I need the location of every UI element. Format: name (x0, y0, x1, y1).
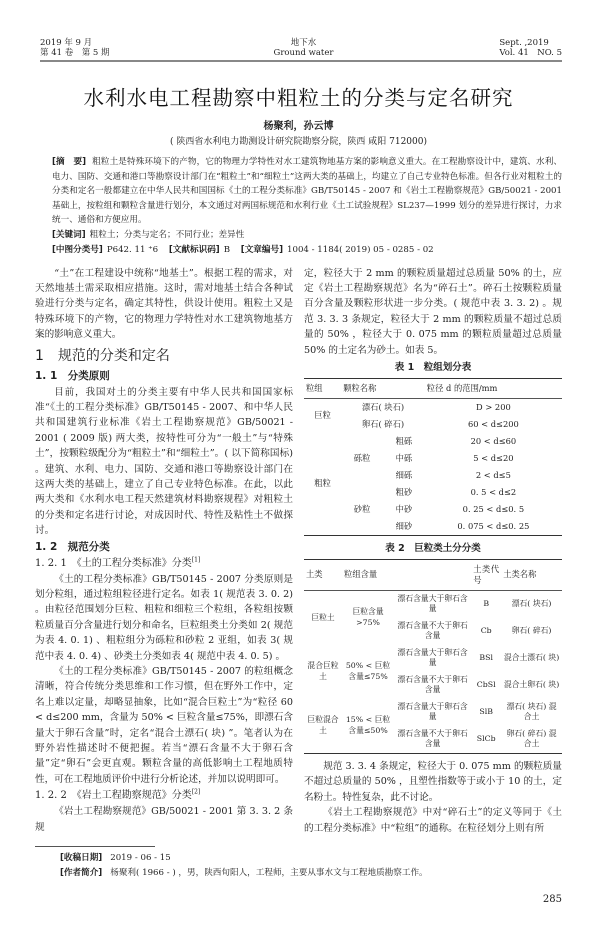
received-date (60, 851, 562, 866)
keywords-label: [关键词] (52, 229, 86, 240)
body-columns (35, 266, 562, 836)
table-1-caption: 表 1 粒组划分表 (394, 361, 472, 373)
table-header: 粒径 d 的范围/mm (425, 378, 562, 398)
section-1-2-2-heading (35, 788, 293, 803)
author-bio-label: [作者简介] (60, 867, 103, 878)
intro-paragraph: “土”在工程建设中统称“地基土”。根据工程的需求，对天然地基土需采取相应措施。这时，需对地基土结合各种试验进行分类与定名，确定其特性，供设计使用。粗粒土又是特殊环境下的产物，它的物理力学特性对水工建筑物地基方案的影响意义重大。 (35, 267, 293, 341)
header-date-en: Sept. ,2019 (499, 38, 549, 48)
table-2 (304, 559, 562, 754)
paragraph: 规范 3. 3. 4 条规定，粒径大于 0. 075 mm 的颗粒质量不超过总质量的 50% ，且塑性指数等于或小于 10 的土，定名粉土。特性复杂，此不讨论。 (304, 760, 562, 803)
table-cell: 漂石含量不大于卵石含量 (397, 728, 468, 749)
table-cell: 砾粒 (353, 452, 371, 463)
clc-label: [中图分类号] (52, 244, 103, 255)
journal-name-en: Ground water (273, 48, 334, 58)
article-no-value: 1004 - 1184( 2019) 05 - 0285 - 02 (287, 244, 434, 255)
table-cell: 漂石( 块石) 混合土 (506, 701, 557, 722)
table-cell: BSl (479, 653, 493, 663)
table-cell: 漂石含量大于卵石含量 (397, 593, 468, 614)
table-cell: 20 < d≤60 (470, 435, 517, 446)
classification (52, 243, 562, 258)
section-1-2-heading: 1. 2 规范分类 (35, 540, 110, 553)
citation: [1] (191, 556, 201, 564)
table-cell: 60 < d≤200 (467, 418, 519, 429)
table-cell: 0. 075 < d≤0. 25 (457, 520, 530, 531)
table-cell: 50% < 巨粒含量≤75% (345, 661, 391, 681)
table-cell: 粗砂 (395, 486, 413, 497)
article-no-label: [文章编号] (240, 244, 284, 255)
doc-code-value: B (223, 244, 231, 255)
table-cell: CbSl (476, 680, 496, 690)
table-cell: 卵石( 碎石) 混合土 (506, 728, 557, 749)
paragraph: 《土的工程分类标准》GB/T50145 - 2007 分类原则是划分粒组，通过粒组粒径进行定名。如表 1( 规范表 3. 0. 2) 。由粒径范围划分巨粒、粗粒和细粒三个粒组，各粒组按颗粒质量百分含量进行划分和命名，巨粒组类土分类如 2( 规范为表 4. 0. 1) 、粗粒组分为砾粒和砂粒 2 亚组，如表 3( 规范中表 4. 0. 4) 、砂类土分类如表 4( 规范中表 4. 0. 5) 。 (35, 573, 293, 662)
table-cell: 漂石( 块石) (361, 401, 405, 412)
footnotes (35, 846, 562, 881)
table-header: 土类 (304, 559, 342, 590)
author-bio (60, 866, 562, 881)
header-issue-en: Vol. 41 NO. 5 (499, 48, 562, 58)
section-1-2-1-heading (35, 556, 293, 571)
table-cell: 中砾 (395, 452, 413, 463)
table-cell: 0. 25 < d≤0. 5 (462, 503, 525, 514)
table-cell: Cb (480, 626, 492, 636)
footnote-divider (35, 846, 155, 847)
section-1-heading: 1 规范的分类和定名 (35, 347, 170, 364)
table-header: 粒组含量 (342, 559, 471, 590)
table-cell: 漂石含量大于卵石含量 (397, 701, 468, 722)
heading-text: 1. 2. 2 《岩土工程勘察规范》分类 (35, 790, 192, 802)
doc-code-label: [文献标识码] (168, 244, 220, 255)
table-cell: B (483, 599, 490, 609)
citation: [2] (191, 788, 201, 796)
table-cell: 15% < 巨粒含量≤50% (345, 715, 391, 735)
table-header: 土类代号 (471, 559, 501, 590)
running-header (40, 38, 562, 62)
header-date: 2019 年 9 月 (40, 38, 93, 48)
abstract (52, 155, 562, 228)
table-cell: 粗砾 (395, 435, 413, 446)
table-cell: 混合土漂石( 块) (503, 653, 560, 663)
keywords-text: 粗粒土；分类与定名；不同行业；差异性 (89, 229, 245, 240)
table-2-caption: 表 2 巨粒类土分分类 (385, 542, 481, 554)
table-cell: SlCb (476, 734, 496, 744)
table-cell: 混合巨粒土 (307, 661, 339, 681)
journal-name-cn: 地下水 (290, 38, 317, 48)
table-cell: 漂石含量不大于卵石含量 (397, 620, 468, 641)
table-cell: SlB (479, 707, 493, 717)
table-header: 粒组 (304, 378, 341, 398)
affiliation: ( 陕西省水利电力勘测设计研究院勘察分院，陕西 咸阳 712000) (170, 137, 427, 147)
table-cell: 5 < d≤20 (473, 452, 514, 463)
left-column (35, 266, 293, 836)
table-cell: 巨粒 (314, 410, 331, 421)
table-header: 颗粒名称 (341, 378, 425, 398)
table-cell: 漂石( 块石) (511, 599, 552, 609)
table-cell: 漂石含量大于卵石含量 (397, 647, 468, 668)
author-bio-text: 杨聚利( 1966 - ) ，男，陕西旬阳人，工程师，主要从事水文与工程地质勘察工作。 (110, 867, 428, 878)
abstract-label: [摘 要] (52, 157, 87, 167)
page-number: 285 (542, 893, 562, 905)
table-cell: 巨粒混合土 (307, 715, 339, 735)
table-cell: 混合土卵石( 块) (503, 680, 560, 690)
table-cell: 粗粒 (314, 478, 331, 489)
paragraph: 《岩土工程勘察规范》GB/50021 - 2001 第 3. 3. 2 条规 (35, 806, 293, 833)
paragraph: 《土的工程分类标准》GB/T50145 - 2007 的粒组概念清晰，符合传统分类思维和工作习惯，但在野外工作中，定名上难以定量，却略显抽象，比如“混合巨粒土”为“粒径 60 < d≤200 mm，含量为 50% < 巨粒含量≤75%，即漂石含量大于卵石含量”时，定名“混合土漂石( 块) ”。笔者认为在野外岩性描述时不便把握。若当“漂石含量不大于卵石含量”定“卵石”会更直观。颗粒含量的高低影响土工程地质特性，可在工程地质评价中进行分析论述，并加以说明即可。 (35, 666, 293, 785)
received-value: 2019 - 06 - 15 (110, 852, 171, 863)
table-cell: 卵石( 碎石) (361, 418, 405, 429)
heading-text: 1. 2. 1 《土的工程分类标准》分类 (35, 557, 192, 569)
table-cell: 巨粒含量 >75% (352, 607, 384, 627)
table-cell: 0. 5 < d≤2 (470, 486, 517, 497)
table-cell: 中砂 (395, 503, 413, 514)
paragraph: 定，粒径大于 2 mm 的颗粒质量超过总质量 50% 的土，应定《岩土工程勘察规范》名为“碎石土”。碎石土按颗粒质量百分含量及颗粒形状进一步分类。( 规范中表 3. 3. 2) 。规范 3. 3. 3 条规定，粒径大于 2 mm 的颗粒质量不超过总质量的 50% ，粒径大于 0. 075 mm 的颗粒质量超过总质量 50% 的土定名为砂土。如表 5。 (304, 267, 562, 356)
paragraph: 目前，我国对土的分类主要有中华人民共和国国家标准“《土的工程分类标准》GB/T50145 - 2007、和中华人民共和国建筑行业标准《岩土工程勘察规范》GB/50021 - 2001 ( 2009 版) 两大类，按特性可分为“一般土”与“特殊土”，按颗粒级配分为“粗粒土”和“细粒土”。( 以下简称国标) 。建筑、水利、电力、国防、交通和港口等勘察设计部门在这两大类的基础上，建立了自己专业特色标准。在此，以此两大类和《水利水电工程天然建筑材料勘察规程》对粗粒土的分类和定名进行讨论，对成因时代、特性及粘性土不做探讨。 (35, 386, 293, 537)
section-1-1-heading: 1. 1 分类原则 (35, 369, 110, 382)
keywords (52, 228, 562, 243)
right-column (304, 266, 562, 836)
table-cell: 巨粒土 (311, 612, 335, 622)
clc-value: P642. 11 ⁺6 (106, 244, 159, 255)
table-1 (304, 378, 562, 536)
table-cell: 2 < d≤5 (475, 469, 511, 480)
table-header: 土类名称 (501, 559, 562, 590)
paragraph: 《岩土工程勘察规范》中对“碎石土”的定义等同于《土的工程分类标准》中“粒组”的通称。在粒径划分上则有所 (304, 807, 562, 834)
received-label: [收稿日期] (60, 852, 103, 863)
table-cell: D > 200 (476, 401, 511, 412)
table-cell: 细砾 (395, 469, 413, 480)
header-issue: 第 41 卷 第 5 期 (40, 48, 110, 58)
authors: 杨聚利，孙云博 (263, 121, 334, 132)
table-cell: 细砂 (395, 520, 413, 531)
table-cell: 漂石含量不大于卵石含量 (397, 674, 468, 695)
paper-title: 水利水电工程勘察中粗粒土的分类与定名研究 (83, 86, 514, 110)
table-cell: 砂粒 (353, 503, 371, 514)
table-cell: 卵石( 碎石) (511, 626, 552, 636)
abstract-text: 粗粒土是特殊环境下的产物，它的物理力学特性对水工建筑物地基方案的影响意义重大。在工程勘察设计中，建筑、水利、电力、国防、交通和港口等勘察设计部门在“粗粒土”和“细粒土”这两大类的基础上，均建立了自己专业特色标准。但各行业对粗粒土的分类和定名一般都建立在中华人民共和国国标《土的工程分类标准》GB/T50145 - 2007 和《岩土工程勘察规范》GB/50021 - 2001 基础上，按粒组和颗粒含量进行划分，本文通过对两国标规范和水利行业《土工试验规程》SL237—1999 划分的差异进行探讨，力求统一、通俗和方便应用。 (52, 157, 562, 225)
